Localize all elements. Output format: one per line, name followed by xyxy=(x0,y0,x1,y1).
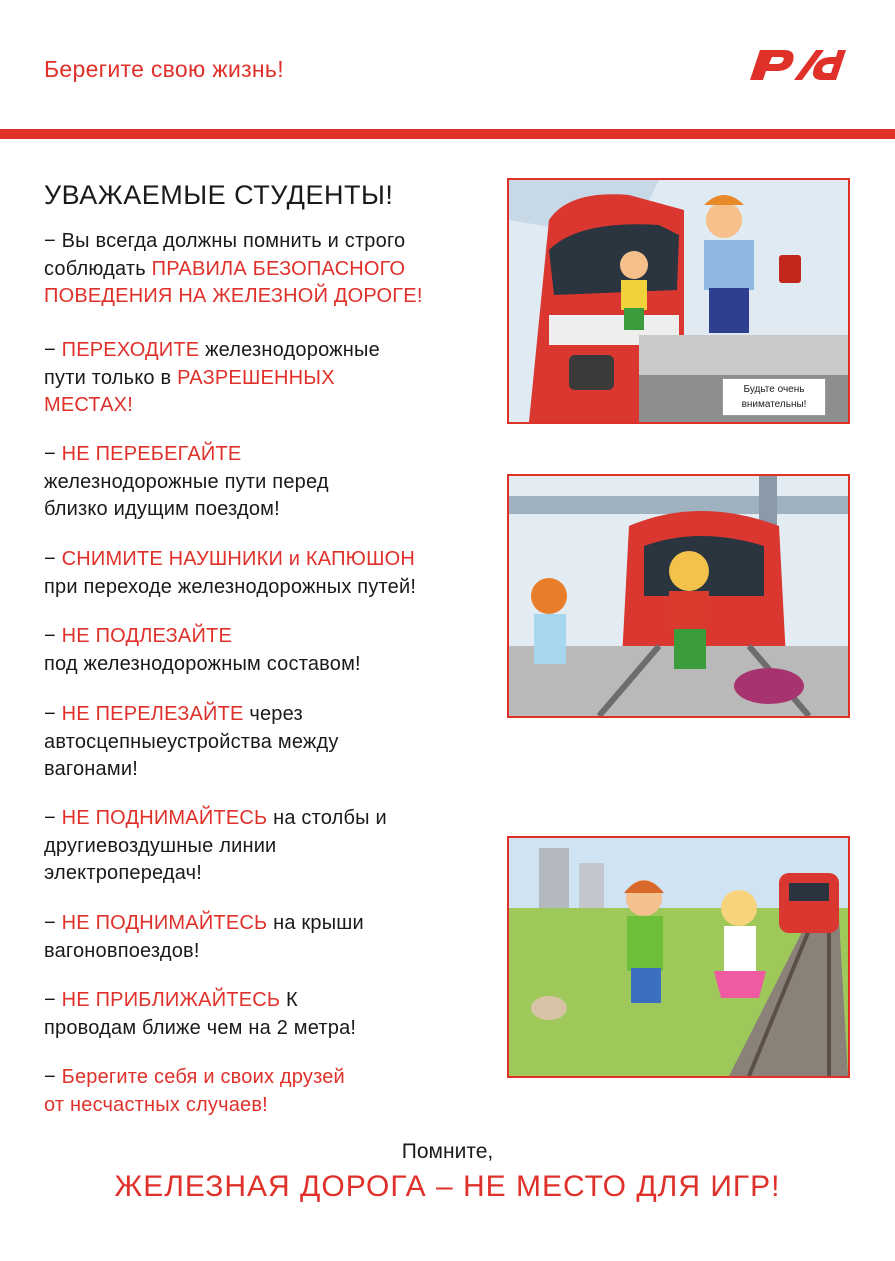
rule-line xyxy=(44,805,387,833)
safety-rule xyxy=(44,805,387,888)
rule-line xyxy=(44,256,423,284)
illustration-walking-tracks xyxy=(507,836,850,1078)
rule-text: − xyxy=(44,807,62,829)
safety-rule xyxy=(44,546,416,601)
rule-emphasis: МЕСТАХ! xyxy=(44,394,133,416)
walking-tracks-drawing xyxy=(509,838,848,1076)
safety-rule xyxy=(44,1064,345,1119)
rule-text: − xyxy=(44,339,62,361)
rule-line xyxy=(44,283,423,311)
rule-text: железнодорожные пути перед xyxy=(44,470,329,493)
rule-text: железнодорожные xyxy=(199,339,380,361)
rule-text: соблюдать xyxy=(44,257,152,280)
rule-line xyxy=(44,337,380,365)
rule-text: − xyxy=(44,625,62,647)
rule-line xyxy=(44,228,423,256)
footer-slogan: ЖЕЛЕЗНАЯ ДОРОГА – НЕ МЕСТО ДЛЯ ИГР! xyxy=(114,1170,781,1203)
rule-text: − xyxy=(44,989,62,1011)
rule-text: − xyxy=(44,548,62,570)
rule-line xyxy=(44,574,416,602)
rule-line xyxy=(44,651,361,679)
rule-line xyxy=(44,938,364,966)
rule-text: пути только в xyxy=(44,366,178,389)
safety-rule xyxy=(44,228,423,311)
safety-rule xyxy=(44,910,364,965)
rule-text: электропередач! xyxy=(44,862,203,884)
safety-rule xyxy=(44,337,380,420)
rule-text: через xyxy=(243,703,303,725)
rule-text: проводам ближе чем на 2 метра! xyxy=(44,1016,357,1039)
rule-line xyxy=(44,1015,356,1043)
safety-rule xyxy=(44,987,356,1042)
rule-line xyxy=(44,546,416,574)
rule-line xyxy=(44,987,356,1015)
rule-text: при переходе железнодорожных путей! xyxy=(44,575,417,598)
rule-line xyxy=(44,623,361,651)
rule-line xyxy=(44,701,339,729)
rule-text: − xyxy=(44,912,62,934)
rule-text: автосцепныеустройства между xyxy=(44,730,339,753)
header-slogan: Берегите свою жизнь! xyxy=(44,56,284,82)
rule-text: К xyxy=(280,989,298,1011)
rule-text: на крыши xyxy=(267,912,364,934)
rule-text: близко идущим поездом! xyxy=(44,498,280,520)
callout-note xyxy=(722,378,826,416)
rule-line xyxy=(44,860,387,888)
rule-text: другиевоздушные линии xyxy=(44,834,277,857)
rzd-logo xyxy=(744,44,852,82)
rule-emphasis: НЕ ПРИБЛИЖАЙТЕСЬ xyxy=(61,989,281,1011)
safety-rule xyxy=(44,623,361,678)
callout-line-1: Будьте очень xyxy=(743,384,805,395)
safety-rule xyxy=(44,701,339,784)
illustration-track-crossing xyxy=(507,474,850,718)
rule-line xyxy=(44,729,339,757)
rule-emphasis: НЕ ПОДНИМАЙТЕСЬ xyxy=(61,807,268,829)
rule-line xyxy=(44,910,364,938)
header-divider xyxy=(0,129,895,139)
rule-line xyxy=(44,392,380,420)
rule-text: под железнодорожным составом! xyxy=(44,652,361,675)
rule-line xyxy=(44,365,380,393)
rule-text: на столбы и xyxy=(267,807,387,829)
rule-emphasis: ПОВЕДЕНИЯ НА ЖЕЛЕЗНОЙ ДОРОГЕ! xyxy=(44,285,423,307)
rule-line xyxy=(44,756,339,784)
rule-text: − xyxy=(44,1066,62,1088)
rule-text: − xyxy=(44,703,62,725)
rule-line xyxy=(44,1092,345,1120)
rule-line xyxy=(44,469,329,497)
safety-rule xyxy=(44,441,329,524)
rule-text: вагоновпоездов! xyxy=(44,939,200,962)
rule-emphasis: ПРАВИЛА БЕЗОПАСНОГО xyxy=(151,257,406,280)
rule-text: вагонами! xyxy=(44,758,138,780)
rule-emphasis: РАЗРЕШЕННЫХ xyxy=(177,366,335,389)
rule-text: − xyxy=(44,443,62,465)
rule-emphasis: Берегите себя и своих друзей xyxy=(61,1066,345,1088)
rule-text: − Вы всегда должны помнить и строго xyxy=(44,230,406,252)
rule-line xyxy=(44,441,329,469)
rule-emphasis: СНИМИТЕ НАУШНИКИ и КАПЮШОН xyxy=(61,548,415,570)
rule-line xyxy=(44,833,387,861)
rule-emphasis: НЕ ПЕРЕЛЕЗАЙТЕ xyxy=(61,703,244,725)
rule-emphasis: от несчастных случаев! xyxy=(44,1093,268,1116)
track-crossing-drawing xyxy=(509,476,848,716)
footer-remember: Помните, xyxy=(401,1140,494,1163)
rule-emphasis: ПЕРЕХОДИТЕ xyxy=(61,339,200,361)
rule-line xyxy=(44,496,329,524)
rule-emphasis: НЕ ПЕРЕБЕГАЙТЕ xyxy=(61,443,242,465)
callout-line-2: внимательны! xyxy=(741,399,807,410)
page-title: УВАЖАЕМЫЕ СТУДЕНТЫ! xyxy=(44,180,394,210)
rule-emphasis: НЕ ПОДЛЕЗАЙТЕ xyxy=(61,625,232,647)
rule-line xyxy=(44,1064,345,1092)
rule-emphasis: НЕ ПОДНИМАЙТЕСЬ xyxy=(61,912,268,934)
